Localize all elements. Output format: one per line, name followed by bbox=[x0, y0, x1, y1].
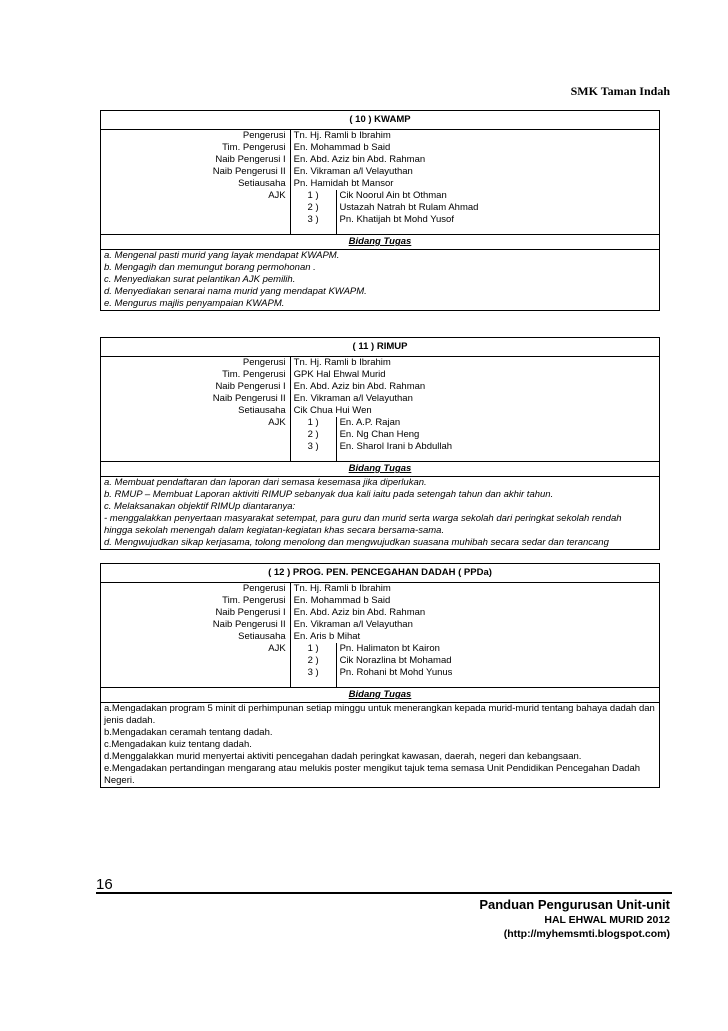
ajk-number: 2 ) bbox=[290, 202, 336, 214]
ajk-name: En. A.P. Rajan bbox=[339, 417, 401, 428]
duty-text: - menggalakkan penyertaan masyarakat setempat, para guru dan murid serta warga sekolah dari peringkat sekolah rendah bbox=[104, 513, 622, 524]
role-label: Naib Pengerusi II bbox=[101, 619, 291, 631]
ajk-label bbox=[101, 441, 291, 453]
duty-row bbox=[101, 703, 660, 728]
role-row bbox=[101, 357, 660, 370]
role-label: Pengerusi bbox=[101, 130, 291, 143]
role-row bbox=[101, 393, 660, 405]
role-name: Tn. Hj. Ramli b Ibrahim bbox=[293, 130, 391, 141]
duty-row bbox=[101, 513, 660, 525]
role-name: Pn. Hamidah bt Mansor bbox=[293, 178, 394, 189]
ajk-number: 1 ) bbox=[290, 643, 336, 655]
footer-rule bbox=[96, 892, 672, 894]
role-name: En. Vikraman a/l Velayuthan bbox=[293, 393, 413, 404]
role-name: En. Abd. Aziz bin Abd. Rahman bbox=[293, 381, 426, 392]
ajk-row bbox=[101, 214, 660, 226]
section-title: ( 10 ) KWAMP bbox=[101, 111, 660, 130]
committee-section bbox=[100, 110, 660, 311]
duty-text: c.Mengadakan kuiz tentang dadah. bbox=[104, 739, 252, 750]
duty-text: e.Mengadakan pertandingan mengarang atau melukis poster mengikut tajuk tema semasa Unit Pendidikan Pencegahan Dadah Negeri. bbox=[104, 763, 641, 786]
role-row bbox=[101, 405, 660, 417]
role-name: Cik Chua Hui Wen bbox=[293, 405, 372, 416]
committee-section bbox=[100, 337, 660, 550]
ajk-number: 2 ) bbox=[290, 655, 336, 667]
ajk-name: Pn. Halimaton bt Kairon bbox=[339, 643, 440, 654]
duty-text: b. RMUP – Membuat Laporan aktiviti RIMUP sebanyak dua kali iaitu pada setengah tahun dan akhir tahun. bbox=[104, 489, 554, 500]
duty-text: d. Menyediakan senarai nama murid yang mendapat KWAPM. bbox=[104, 286, 367, 297]
role-name: En. Mohammad b Said bbox=[293, 595, 391, 606]
duty-text: e. Mengurus majlis penyampaian KWAPM. bbox=[104, 298, 285, 309]
footer bbox=[479, 896, 670, 941]
role-row bbox=[101, 166, 660, 178]
duty-text: hingga sekolah menengah dalam kegiatan-kegiatan khas secara bersama-sama. bbox=[104, 525, 445, 536]
section-title: ( 12 ) PROG. PEN. PENCEGAHAN DADAH ( PPDa) bbox=[101, 564, 660, 583]
ajk-name: Pn. Rohani bt Mohd Yunus bbox=[339, 667, 453, 678]
duty-row bbox=[101, 727, 660, 739]
ajk-name: Cik Noorul Ain bt Othman bbox=[339, 190, 447, 201]
ajk-label: AJK bbox=[101, 417, 291, 429]
duty-text: a. Membuat pendaftaran dan laporan dari semasa kesemasa jika diperlukan. bbox=[104, 477, 427, 488]
role-row bbox=[101, 619, 660, 631]
role-label: Naib Pengerusi II bbox=[101, 393, 291, 405]
role-label: Pengerusi bbox=[101, 583, 291, 596]
role-label: Naib Pengerusi II bbox=[101, 166, 291, 178]
role-label: Setiausaha bbox=[101, 405, 291, 417]
duty-text: a. Mengenal pasti murid yang layak mendapat KWAPM. bbox=[104, 250, 340, 261]
duty-row bbox=[101, 262, 660, 274]
ajk-number: 3 ) bbox=[290, 214, 336, 226]
footer-title: Panduan Pengurusan Unit-unit bbox=[479, 897, 670, 912]
duties-title: Bidang Tugas bbox=[101, 688, 660, 703]
page-number: 16 bbox=[96, 876, 113, 893]
duty-text: b. Mengagih dan memungut borang permohonan . bbox=[104, 262, 316, 273]
duty-row bbox=[101, 250, 660, 263]
role-row bbox=[101, 595, 660, 607]
footer-url: (http://myhemsmti.blogspot.com) bbox=[503, 928, 670, 940]
ajk-name: Pn. Khatijah bt Mohd Yusof bbox=[339, 214, 454, 225]
ajk-label bbox=[101, 429, 291, 441]
role-row bbox=[101, 607, 660, 619]
role-row bbox=[101, 142, 660, 154]
duty-text: d. Mengwujudkan sikap kerjasama, tolong menolong dan mengwujudkan suasana muhibah secara sedar dan terancang bbox=[104, 537, 609, 548]
duty-row bbox=[101, 477, 660, 490]
duty-row bbox=[101, 501, 660, 513]
section-title: ( 11 ) RIMUP bbox=[101, 338, 660, 357]
duty-row bbox=[101, 298, 660, 311]
role-name: En. Abd. Aziz bin Abd. Rahman bbox=[293, 607, 426, 618]
ajk-name: En. Ng Chan Heng bbox=[339, 429, 420, 440]
ajk-row bbox=[101, 643, 660, 655]
duty-row bbox=[101, 537, 660, 550]
role-name: En. Vikraman a/l Velayuthan bbox=[293, 619, 413, 630]
ajk-row bbox=[101, 190, 660, 202]
role-label: Naib Pengerusi I bbox=[101, 154, 291, 166]
role-label: Naib Pengerusi I bbox=[101, 607, 291, 619]
role-row bbox=[101, 631, 660, 643]
role-name: Tn. Hj. Ramli b Ibrahim bbox=[293, 583, 391, 594]
ajk-label bbox=[101, 202, 291, 214]
role-name: En. Aris b Mihat bbox=[293, 631, 361, 642]
role-row bbox=[101, 583, 660, 596]
duty-row bbox=[101, 274, 660, 286]
role-label: Setiausaha bbox=[101, 631, 291, 643]
ajk-row bbox=[101, 429, 660, 441]
ajk-label: AJK bbox=[101, 643, 291, 655]
duty-text: a.Mengadakan program 5 minit di perhimpunan setiap minggu untuk menerangkan kepada murid-murid tentang bahaya dadah dan jenis dadah. bbox=[104, 703, 655, 726]
duty-row bbox=[101, 525, 660, 537]
ajk-name: Ustazah Natrah bt Rulam Ahmad bbox=[339, 202, 479, 213]
duty-text: c. Melaksanakan objektif RIMUp diantaranya: bbox=[104, 501, 296, 512]
role-label: Tim. Pengerusi bbox=[101, 142, 291, 154]
role-row bbox=[101, 369, 660, 381]
duty-text: c. Menyediakan surat pelantikan AJK pemilih. bbox=[104, 274, 296, 285]
duties-title: Bidang Tugas bbox=[101, 462, 660, 477]
ajk-number: 3 ) bbox=[290, 441, 336, 453]
duty-text: d.Menggalakkan murid menyertai aktiviti pencegahan dadah peringkat kawasan, daerah, negeri dan kebangsaan. bbox=[104, 751, 582, 762]
duty-row bbox=[101, 739, 660, 751]
ajk-label: AJK bbox=[101, 190, 291, 202]
role-name: En. Abd. Aziz bin Abd. Rahman bbox=[293, 154, 426, 165]
role-label: Setiausaha bbox=[101, 178, 291, 190]
ajk-row bbox=[101, 655, 660, 667]
role-name: Tn. Hj. Ramli b Ibrahim bbox=[293, 357, 391, 368]
ajk-row bbox=[101, 667, 660, 679]
role-label: Tim. Pengerusi bbox=[101, 369, 291, 381]
role-label: Tim. Pengerusi bbox=[101, 595, 291, 607]
ajk-name: Cik Norazlina bt Mohamad bbox=[339, 655, 452, 666]
ajk-label bbox=[101, 655, 291, 667]
duty-row bbox=[101, 489, 660, 501]
role-name: En. Mohammad b Said bbox=[293, 142, 391, 153]
school-name: SMK Taman Indah bbox=[570, 84, 670, 98]
ajk-number: 1 ) bbox=[290, 190, 336, 202]
ajk-number: 1 ) bbox=[290, 417, 336, 429]
duty-row bbox=[101, 286, 660, 298]
duties-title: Bidang Tugas bbox=[101, 235, 660, 250]
ajk-row bbox=[101, 417, 660, 429]
role-row bbox=[101, 381, 660, 393]
ajk-label bbox=[101, 667, 291, 679]
role-row bbox=[101, 178, 660, 190]
role-name: GPK Hal Ehwal Murid bbox=[293, 369, 386, 380]
footer-subtitle: HAL EHWAL MURID 2012 bbox=[544, 914, 670, 926]
ajk-name: En. Sharol Irani b Abdullah bbox=[339, 441, 453, 452]
role-row bbox=[101, 154, 660, 166]
role-label: Pengerusi bbox=[101, 357, 291, 370]
duty-text: b.Mengadakan ceramah tentang dadah. bbox=[104, 727, 273, 738]
duty-row bbox=[101, 763, 660, 788]
ajk-row bbox=[101, 441, 660, 453]
role-label: Naib Pengerusi I bbox=[101, 381, 291, 393]
ajk-number: 3 ) bbox=[290, 667, 336, 679]
ajk-label bbox=[101, 214, 291, 226]
role-name: En. Vikraman a/l Velayuthan bbox=[293, 166, 413, 177]
duty-row bbox=[101, 751, 660, 763]
ajk-number: 2 ) bbox=[290, 429, 336, 441]
role-row bbox=[101, 130, 660, 143]
committee-section bbox=[100, 563, 660, 788]
ajk-row bbox=[101, 202, 660, 214]
